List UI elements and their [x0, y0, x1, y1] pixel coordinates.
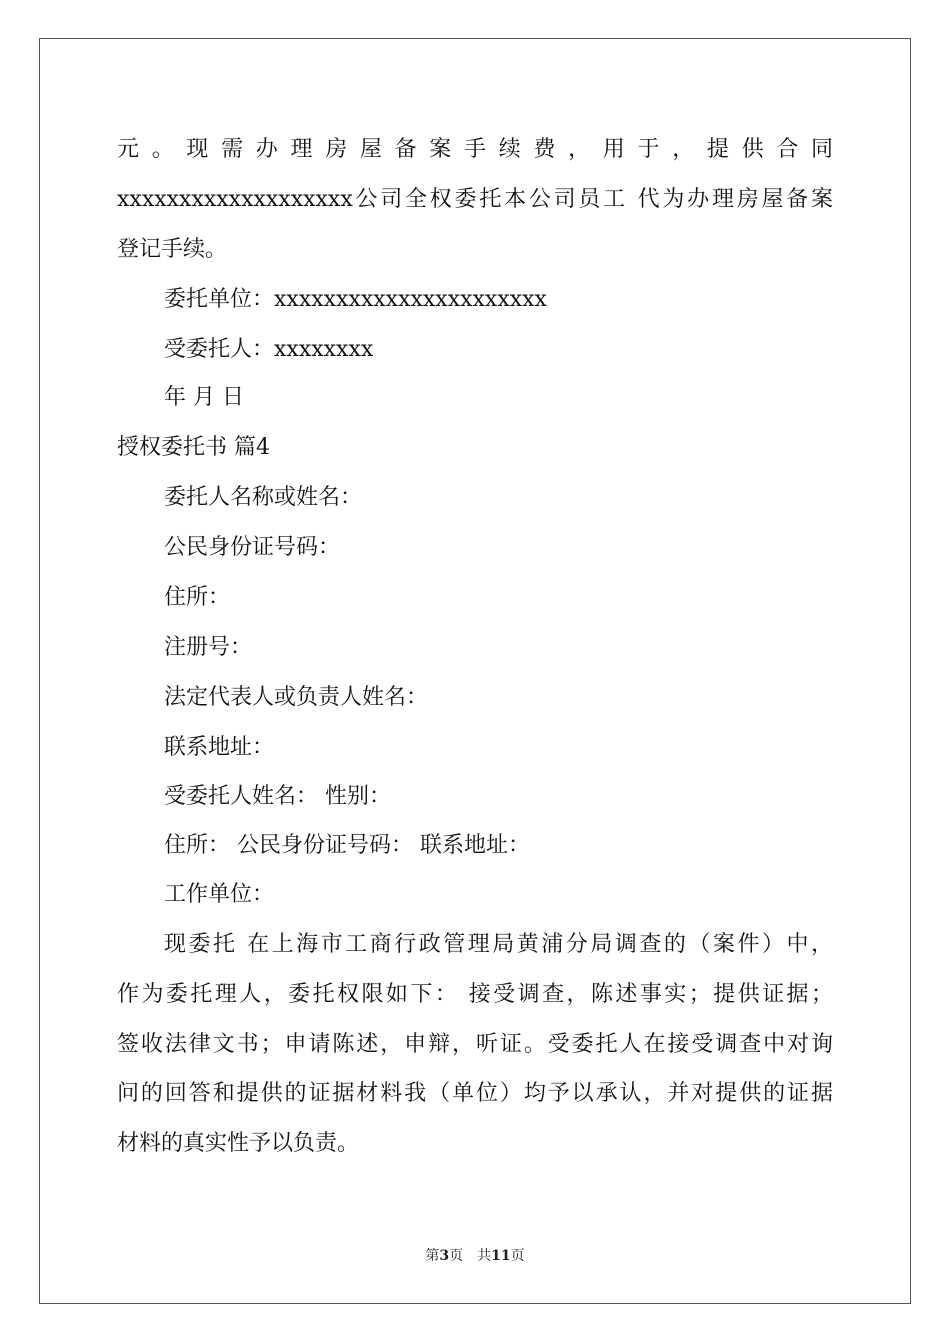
- field-id-number: 公民身份证号码：: [164, 535, 341, 560]
- field-legal-representative: 法定代表人或负责人姓名：: [164, 685, 429, 710]
- intro-line-3: 登记手续。: [117, 237, 228, 262]
- body-paragraph-line-1: 现委托 在上海市工商行政管理局黄浦分局调查的（案件）中，: [164, 932, 833, 957]
- page-border: [39, 38, 911, 1304]
- footer-page-number: 3: [439, 1248, 450, 1264]
- entrusting-unit-field: 委托单位：xxxxxxxxxxxxxxxxxxxxxx: [164, 287, 547, 312]
- date-field: 年 月 日: [164, 385, 244, 410]
- footer-suffix: 页: [510, 1248, 525, 1264]
- body-paragraph-line-3: 签收法律文书；申请陈述，申辩，听证。受委托人在接受调查中对询: [117, 1032, 833, 1057]
- field-contact-address: 联系地址：: [164, 735, 275, 760]
- field-principal-name: 委托人名称或姓名：: [164, 485, 363, 510]
- footer-mid: 页 共: [449, 1248, 492, 1264]
- intro-line-1: 元。现需办理房屋备案手续费，用于，提供合同: [117, 137, 833, 162]
- body-paragraph-line-5: 材料的真实性予以负责。: [117, 1131, 360, 1156]
- footer-total-pages: 11: [491, 1248, 511, 1264]
- field-residence: 住所：: [164, 585, 231, 610]
- body-paragraph-line-2: 作为委托理人，委托权限如下： 接受调查，陈述事实；提供证据；: [117, 982, 833, 1007]
- intro-line-2: xxxxxxxxxxxxxxxxxxx公司全权委托本公司员工 代为办理房屋备案: [117, 187, 833, 212]
- field-trustee-residence-id-address: 住所： 公民身份证号码： 联系地址：: [164, 833, 530, 858]
- page-footer: [0, 1245, 950, 1265]
- trustee-field: 受委托人：xxxxxxxx: [164, 337, 374, 362]
- field-work-unit: 工作单位：: [164, 882, 275, 907]
- body-paragraph-line-4: 问的回答和提供的证据材料我（单位）均予以承认，并对提供的证据: [117, 1081, 833, 1106]
- section-title: 授权委托书 篇4: [117, 435, 270, 460]
- field-registration-number: 注册号：: [164, 635, 253, 660]
- field-trustee-name-gender: 受委托人姓名： 性别：: [164, 784, 391, 809]
- footer-prefix: 第: [425, 1248, 440, 1264]
